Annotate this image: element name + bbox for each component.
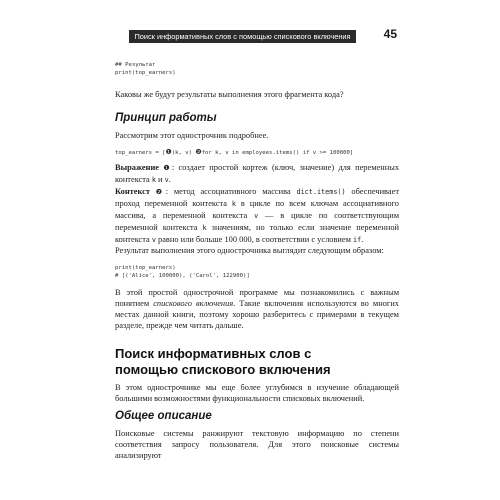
text: . Такие включения используются во многих местах данной книги, поэтому хорошо разберитесь с примерами в текущем разделе, прежде чем читать дальше. xyxy=(115,299,399,330)
context-paragraph xyxy=(115,186,399,246)
text: : метод ассоциативного массива xyxy=(165,187,297,196)
code-line: # [('Alice', 100000), ('Carol', 122900)] xyxy=(115,273,250,279)
text: : создает простой кортеж (ключ, значение) для переменных контекста xyxy=(115,163,400,184)
inline-code: k xyxy=(202,224,207,232)
term-expression: Выражение xyxy=(115,163,160,172)
text: и xyxy=(155,175,165,184)
search-intro-paragraph: В этом однострочнике мы еще более углубимся в изучение обладающей большими возможностями функциональности списковых включений. xyxy=(115,383,399,403)
text: — в цикле по соответствующим переменной контекста xyxy=(115,211,399,232)
code-line-oneliner xyxy=(115,148,353,157)
text: . xyxy=(361,235,364,244)
code-block-result xyxy=(115,61,176,77)
code-fragment: for k, v in employees.items() if v >= 100000] xyxy=(201,150,354,156)
text: равно или больше 100 000, в соответствии с условием xyxy=(155,235,353,244)
expression-paragraph xyxy=(115,162,399,186)
code-line: print(top_earners) xyxy=(115,70,176,76)
section-heading-how-it-works: Принцип работы xyxy=(115,112,217,124)
section-heading-overview: Общее описание xyxy=(115,410,212,422)
text: значениям, но только если значение переменной контекста xyxy=(115,223,399,244)
section-heading-search: Поиск информативных слов с помощью спискового включения xyxy=(115,346,331,377)
text: В этой простой однострочной программе мы познакомились с важным понятием xyxy=(115,288,399,308)
text: обеспечивает проход переменной контекста xyxy=(115,187,399,208)
term-context: Контекст xyxy=(115,187,150,196)
intro-paragraph: Рассмотрим этот однострочник подробнее. xyxy=(115,131,269,140)
overview-paragraph: Поисковые системы ранжируют текстовую информацию по степени соответствия запросу пользователя. Для этого поисковые системы анализируют xyxy=(115,429,399,460)
text: . xyxy=(168,175,171,184)
running-header xyxy=(129,27,397,43)
code-fragment: top_earners = [ xyxy=(115,150,166,156)
marker-2-icon: ❷ xyxy=(195,148,202,156)
text: в цикле по всем ключам ассоциативного массива, а переменной контекста xyxy=(115,199,399,220)
inline-code: v xyxy=(151,236,156,244)
inline-code: dict.items() xyxy=(296,188,346,196)
code-fragment: (k, v) xyxy=(171,150,196,156)
code-block-result-2 xyxy=(115,264,250,280)
inline-code: k xyxy=(151,176,156,184)
question-paragraph: Каковы же будут результаты выполнения этого фрагмента кода? xyxy=(115,90,344,99)
summary-paragraph xyxy=(115,287,399,331)
marker-1-icon: ❶ xyxy=(163,164,172,172)
marker-1-icon: ❶ xyxy=(165,148,172,156)
code-line: ## Результат xyxy=(115,62,156,68)
result-intro-paragraph: Результат выполнения этого однострочника выглядит следующим образом: xyxy=(115,246,384,255)
inline-code: v xyxy=(164,176,169,184)
inline-code: if xyxy=(353,236,362,244)
marker-2-icon: ❷ xyxy=(155,188,166,196)
inline-code: k xyxy=(231,200,236,208)
inline-code: v xyxy=(254,212,259,220)
code-line: print(top_earners) xyxy=(115,265,176,271)
italic-term: спискового включения xyxy=(153,299,234,308)
header-title: Поиск информативных слов с помощью спискового включения xyxy=(134,32,351,41)
page-number: 45 xyxy=(383,27,397,41)
